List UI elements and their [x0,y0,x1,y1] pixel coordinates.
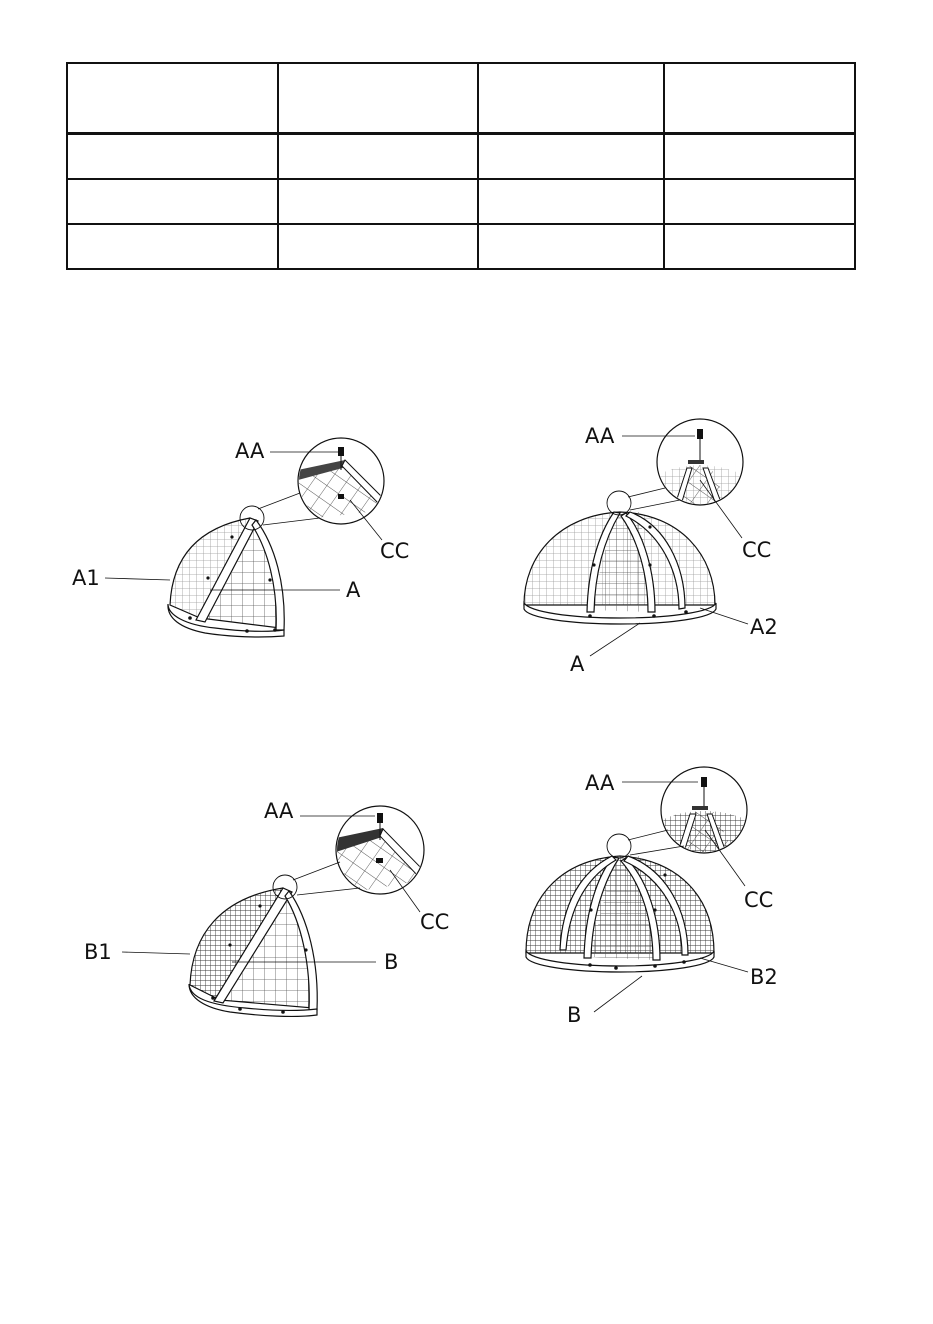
label-cc: CC [420,910,450,934]
label-b: B [567,1003,582,1027]
label-cc: CC [380,539,410,563]
half-dome-b-top-marker [607,834,631,858]
label-b2: B2 [750,965,778,989]
label-cc: CC [744,888,774,912]
label-a2: A2 [750,615,778,639]
label-aa: AA [235,439,265,463]
screw-icon [701,777,707,787]
label-aa: AA [585,771,615,795]
label-a: A [346,578,361,602]
label-b: B [384,950,399,974]
label-a: A [570,652,585,676]
label-aa: AA [264,799,294,823]
label-b1: B1 [84,940,112,964]
label-a1: A1 [72,566,100,590]
label-aa: AA [585,424,615,448]
label-cc: CC [742,538,772,562]
